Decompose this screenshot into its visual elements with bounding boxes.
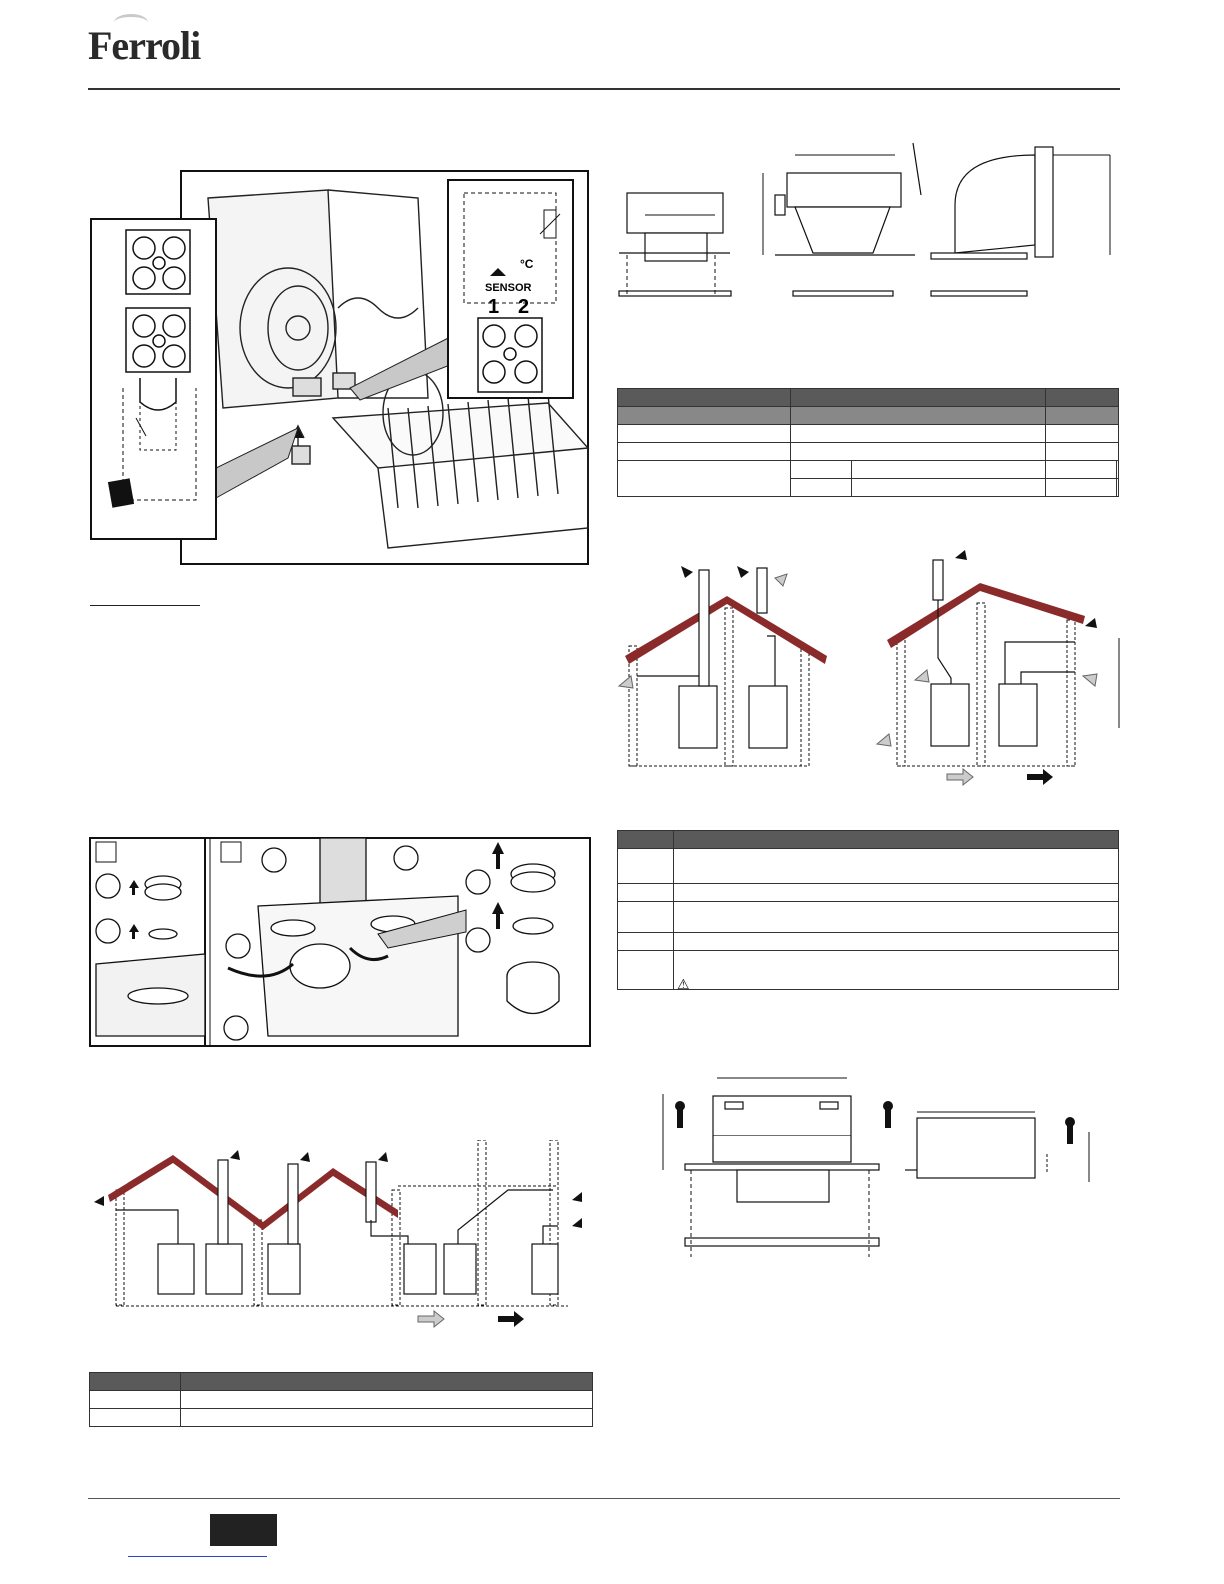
footer-rule [88, 1498, 1120, 1499]
flue-dimensions-table [617, 388, 1119, 497]
table-row [618, 933, 1119, 951]
table-header-cell [1046, 389, 1119, 407]
brand-logo: Ferroli [88, 23, 201, 68]
table-row [90, 1409, 593, 1427]
flue-fittings-figure [615, 135, 1120, 300]
table-row [618, 425, 1119, 443]
roof-installation-figure [615, 548, 1120, 788]
warning-triangle-icon: ⚠ [677, 976, 690, 992]
table-row [618, 884, 1119, 902]
section-underline [90, 605, 200, 606]
table-header-cell [618, 389, 791, 407]
table-row [618, 951, 1119, 990]
table-row [90, 1391, 593, 1409]
sensor-label: SENSOR [485, 282, 532, 294]
table-header-cell [181, 1373, 593, 1391]
table-header-cell [791, 389, 1046, 407]
flue-configurations-table [617, 830, 1119, 990]
table-header-cell [90, 1373, 181, 1391]
footer-link[interactable] [128, 1556, 267, 1557]
table-row [618, 902, 1119, 933]
table-row [618, 443, 1119, 461]
table-header-cell [674, 831, 1119, 849]
terminal-number-2: 2 [518, 296, 530, 318]
flue-installation-figure [88, 1140, 592, 1332]
terminal-number-1: 1 [488, 296, 500, 318]
table-row [618, 461, 1119, 479]
language-badge [210, 1514, 277, 1546]
table-header-cell [618, 831, 674, 849]
table-row [618, 849, 1119, 884]
flue-removal-figure [88, 836, 592, 1048]
unit-symbol: °C [520, 257, 534, 271]
legend-table-small [89, 1372, 593, 1427]
flue-adapter-figure [655, 1072, 1100, 1262]
header-rule [88, 88, 1120, 90]
sensor-wiring-figure [88, 168, 592, 568]
